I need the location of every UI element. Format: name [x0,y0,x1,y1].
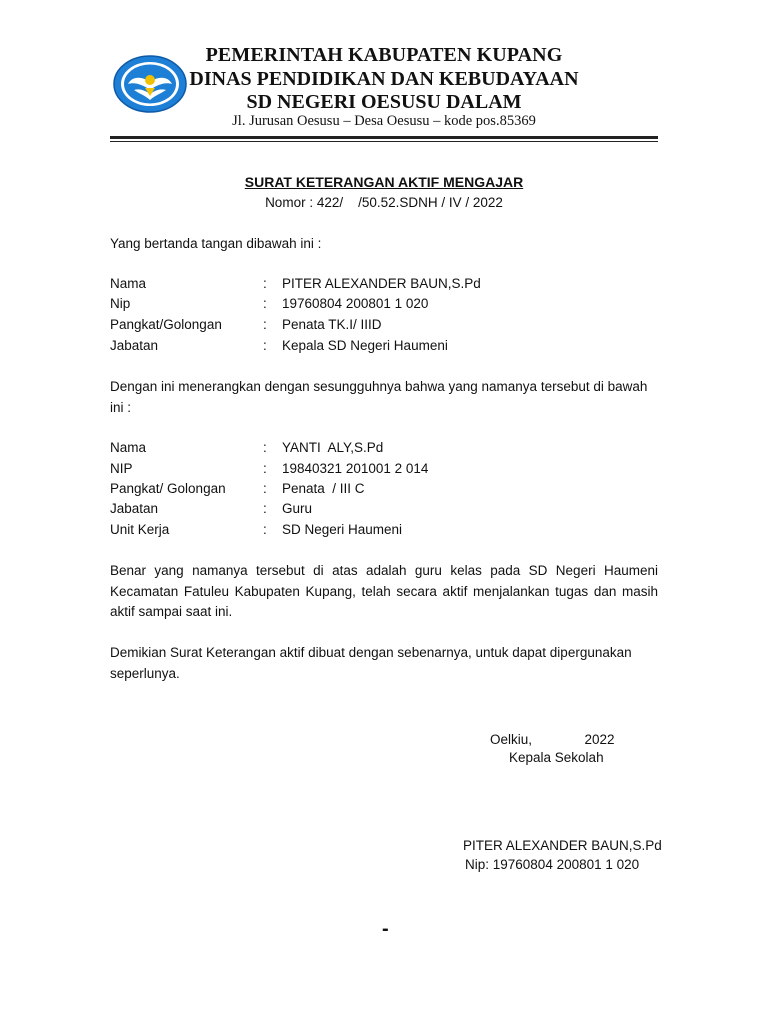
field-label: Nama [110,276,147,291]
statement-paragraph: Dengan ini menerangkan dengan sesungguhnya bahwa yang namanya tersebut di bawah ini : [110,379,648,415]
field-separator: : [263,317,267,332]
field-separator: : [263,481,267,496]
letterhead-rule-thin [110,141,658,142]
signer-row-position [110,336,658,356]
field-label: Nama [110,440,147,455]
signature-place-date: Oelkiu, 2022 [490,732,615,747]
document-title: SURAT KETERANGAN AKTIF MENGAJAR [244,174,524,190]
closing-paragraph: Demikian Surat Keterangan aktif dibuat dengan sebenarnya, untuk dapat dipergunakan seperlunya. [110,645,632,681]
field-value: SD Negeri Haumeni [282,522,403,537]
field-separator: : [263,296,267,311]
field-label: Pangkat/Golongan [110,317,222,332]
field-value: 19760804 200801 1 020 [282,296,429,311]
field-separator: : [263,440,267,455]
subject-row-name [110,438,658,458]
letterhead-address: Jl. Jurusan Oesusu – Desa Oesusu – kode pos.85369 [232,113,536,129]
field-label: Unit Kerja [110,522,170,537]
field-label: Pangkat/ Golongan [110,481,226,496]
signature-nip: Nip: 19760804 200801 1 020 [465,857,640,872]
signer-row-name [110,274,658,294]
footer-dash: - [382,918,389,940]
subject-row-position [110,499,658,519]
field-value: Kepala SD Negeri Haumeni [282,338,448,353]
field-label: Nip [110,296,131,311]
document-number: Nomor : 422/ /50.52.SDNH / IV / 2022 [265,195,503,210]
letterhead-rule-thick [110,136,658,139]
field-separator: : [263,522,267,537]
field-separator: : [263,338,267,353]
field-value: PITER ALEXANDER BAUN,S.Pd [282,276,481,291]
field-label: Jabatan [110,501,159,516]
field-label: NIP [110,461,133,476]
field-value: 19840321 201001 2 014 [282,461,429,476]
field-value: Penata / III C [282,481,365,496]
field-value: YANTI ALY,S.Pd [282,440,384,455]
subject-row-rank [110,479,658,499]
intro-text: Yang bertanda tangan dibawah ini : [110,236,322,251]
field-value: Penata TK.I/ IIID [282,317,382,332]
subject-row-nip [110,459,658,479]
signer-row-rank [110,315,658,335]
letterhead-department: DINAS PENDIDIKAN DAN KEBUDAYAAN [189,68,579,90]
field-separator: : [263,276,267,291]
signer-row-nip [110,294,658,314]
field-value: Guru [282,501,313,516]
subject-row-unit [110,520,658,540]
confirmation-paragraph: Benar yang namanya tersebut di atas adalah guru kelas pada SD Negeri Haumeni Kecamatan Fatuleu Kabupaten Kupang, telah secara aktif menjalankan tugas dan masih aktif sampai saat ini. [110,563,658,619]
field-separator: : [263,461,267,476]
letterhead-school: SD NEGERI OESUSU DALAM [246,91,522,113]
signature-position: Kepala Sekolah [509,750,604,765]
letterhead-government: PEMERINTAH KABUPATEN KUPANG [205,44,563,66]
field-separator: : [263,501,267,516]
field-label: Jabatan [110,338,159,353]
signature-name: PITER ALEXANDER BAUN,S.Pd [463,838,662,853]
